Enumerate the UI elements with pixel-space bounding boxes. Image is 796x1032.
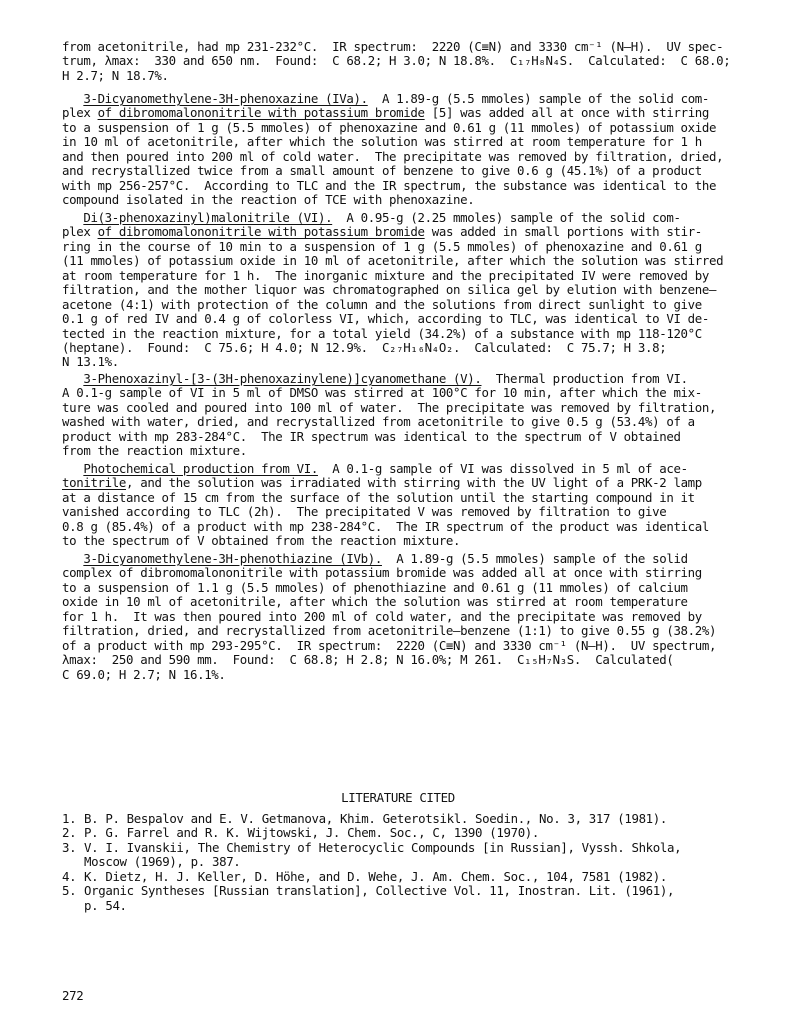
- text-line: [62, 444, 752, 458]
- line-text: at a distance of 15 cm from the surface of the solution until the starting compound in it: [62, 489, 695, 505]
- line-text: 0.8 g (85.4%) of a product with mp 238-284°C. The IR spectrum of the product was identical: [62, 518, 709, 534]
- text-line: [62, 283, 752, 297]
- text-line: [62, 254, 752, 268]
- text-line: [62, 179, 752, 193]
- indent: [62, 371, 83, 386]
- line-text: [5] was added all at once with stirring: [424, 105, 710, 121]
- text-line: [62, 639, 752, 653]
- indent: [62, 461, 83, 476]
- text-line: [62, 341, 752, 355]
- line-text: vanished according to TLC (2h). The precipitated V was removed by filtration to give: [62, 504, 667, 520]
- reference-item: [62, 884, 762, 913]
- line-text: for 1 h. It was then poured into 200 ml of cold water, and the precipitate was removed by: [62, 608, 702, 624]
- text-line: [62, 462, 752, 476]
- reference-line: P. G. Farrel and R. K. Wijtowski, J. Chem. Soc., C, 1390 (1970).: [84, 825, 540, 841]
- underlined-title: 3-Dicyanomethylene-3H-phenothiazine (IVb).: [83, 551, 382, 566]
- text-line: [62, 552, 752, 566]
- line-text: (heptane). Found: C 75.6; H 4.0; N 12.9%. C₂₇H₁₆N₄O₂. Calculated: C 75.7; H 3.8;: [62, 339, 667, 355]
- line-text: to the spectrum of V obtained from the reaction mixture.: [62, 533, 461, 549]
- line-text: to a suspension of 1.1 g (5.5 mmoles) of phenothiazine and 0.61 g (11 mmoles) of calcium: [62, 579, 688, 595]
- line-text: product with mp 283-284°C. The IR spectrum was identical to the spectrum of V obtained: [62, 428, 681, 444]
- line-text: A 0.95-g (2.25 mmoles) sample of the solid com-: [332, 210, 681, 225]
- line-text: was added in small portions with stir-: [424, 224, 702, 240]
- text-line: [62, 668, 752, 682]
- text-line: [62, 610, 752, 624]
- underlined-title: of dibromomalononitrile with potassium bromide: [97, 105, 425, 121]
- reference-line: B. P. Bespalov and E. V. Getmanova, Khim. Geterotsikl. Soedin., No. 3, 317 (1981).: [84, 811, 668, 826]
- text-line: [62, 40, 752, 54]
- text-line: [62, 505, 752, 519]
- text-line: [62, 225, 752, 239]
- line-prefix: plex: [62, 105, 98, 121]
- text-line: [62, 355, 752, 369]
- line-text: tected in the reaction mixture, for a total yield (34.2%) of a substance with mp 118-120°C: [62, 325, 702, 341]
- line-text: C 69.0; H 2.7; N 16.1%.: [62, 666, 226, 682]
- text-line: [62, 312, 752, 326]
- line-text: A 1.89-g (5.5 mmoles) sample of the solid com-: [367, 91, 710, 106]
- text-line: [62, 653, 752, 667]
- text-line: [62, 534, 752, 548]
- text-line: [62, 327, 752, 341]
- text-line: [62, 69, 752, 83]
- reference-text: [84, 841, 762, 870]
- reference-item: [62, 841, 762, 870]
- line-text: ring in the course of 10 min to a suspension of 1 g (5.5 mmoles) of phenoxazine and 0.61 g: [62, 238, 702, 254]
- reference-item: [62, 812, 762, 826]
- text-line: [62, 240, 752, 254]
- reference-line: p. 54.: [84, 897, 127, 913]
- line-text: A 1.89-g (5.5 mmoles) sample of the solid: [381, 551, 688, 566]
- text-line: [62, 54, 752, 68]
- reference-line: Organic Syntheses [Russian translation], Collective Vol. 11, Inostran. Lit. (1961),: [84, 883, 675, 899]
- underlined-title: tonitrile: [62, 475, 126, 491]
- reference-text: [84, 870, 762, 884]
- reference-text: [84, 884, 762, 913]
- line-text: at room temperature for 1 h. The inorganic mixture and the precipitated IV were removed by: [62, 267, 709, 283]
- line-prefix: plex: [62, 224, 98, 240]
- reference-number: 2.: [62, 825, 77, 841]
- reference-text: [84, 812, 762, 826]
- line-text: Thermal production from VI.: [481, 371, 688, 386]
- text-line: [62, 566, 752, 580]
- line-text: to a suspension of 1 g (5.5 mmoles) of phenoxazine and 0.61 g (11 mmoles) of potassium oxide: [62, 119, 717, 135]
- text-line: [62, 476, 752, 490]
- line-text: complex of dibromomalononitrile with potassium bromide was added all at once with stirring: [62, 565, 702, 581]
- line-text: , and the solution was irradiated with stirring with the UV light of a PRK-2 lamp: [126, 475, 702, 491]
- line-text: from acetonitrile, had mp 231-232°C. IR spectrum: 2220 (C≡N) and 3330 cm⁻¹ (N—H). UV spec-: [62, 39, 724, 54]
- text-line: [62, 386, 752, 400]
- text-line: [62, 92, 752, 106]
- line-text: N 13.1%.: [62, 354, 119, 370]
- text-line: [62, 211, 752, 225]
- reference-list: [62, 812, 762, 913]
- text-line: [62, 401, 752, 415]
- line-text: (11 mmoles) of potassium oxide in 10 ml of acetonitrile, after which the solution was stirred: [62, 253, 724, 269]
- text-line: [62, 520, 752, 534]
- line-text: acetone (4:1) with protection of the column and the solutions from direct sunlight to give: [62, 296, 702, 312]
- text-line: [62, 624, 752, 638]
- reference-number: 1.: [62, 811, 77, 826]
- text-line: [62, 150, 752, 164]
- reference-line: K. Dietz, H. J. Keller, D. Höhe, and D. Wehe, J. Am. Chem. Soc., 104, 7581 (1982).: [84, 868, 668, 884]
- reference-line: Moscow (1969), p. 387.: [84, 854, 241, 870]
- text-line: [62, 491, 752, 505]
- line-text: λmax: 250 and 590 mm. Found: C 68.8; H 2.8; N 16.0%; M 261. C₁₅H₇N₃S. Calculated(: [62, 652, 674, 668]
- line-text: and then poured into 200 ml of cold water. The precipitate was removed by filtration, dried,: [62, 148, 724, 164]
- text-line: [62, 269, 752, 283]
- line-text: ture was cooled and poured into 100 ml of water. The precipitate was removed by filtration,: [62, 399, 717, 415]
- underlined-title: Di(3-phenoxazinyl)malonitrile (VI).: [83, 210, 333, 225]
- line-text: A 0.1-g sample of VI was dissolved in 5 ml of ace-: [317, 461, 688, 476]
- reference-number: 5.: [62, 883, 77, 899]
- text-line: [62, 193, 752, 207]
- line-text: H 2.7; N 18.7%.: [62, 67, 169, 83]
- line-text: of a product with mp 293-295°C. IR spectrum: 2220 (C≡N) and 3330 cm⁻¹ (N—H). UV spectrum,: [62, 637, 717, 653]
- text-line: [62, 121, 752, 135]
- continuation-paragraph: [62, 40, 752, 83]
- line-text: and recrystallized twice from a small amount of benzene to give 0.6 g (45.1%) of a product: [62, 163, 702, 179]
- underlined-title: 3-Phenoxazinyl-[3-(3H-phenoxazinylene)]cyanomethane (V).: [83, 371, 482, 386]
- text-line: [62, 372, 752, 386]
- text-line: [62, 135, 752, 149]
- underlined-title: 3-Dicyanomethylene-3H-phenoxazine (IVa).: [83, 91, 368, 106]
- reference-text: [84, 826, 762, 840]
- line-text: from the reaction mixture.: [62, 443, 247, 459]
- reference-number: 3.: [62, 839, 77, 855]
- line-text: in 10 ml of acetonitrile, after which the solution was stirred at room temperature for 1 h: [62, 134, 702, 150]
- paragraph-v-thermal: [62, 372, 752, 459]
- paragraph-ivb: [62, 552, 752, 682]
- text-line: [62, 581, 752, 595]
- text-line: [62, 415, 752, 429]
- indent: [62, 551, 83, 566]
- line-text: filtration, dried, and recrystallized from acetonitrile—benzene (1:1) to give 0.55 g (38.2%): [62, 623, 717, 639]
- paragraph-v-photochemical: [62, 462, 752, 549]
- text-line: [62, 595, 752, 609]
- line-text: 0.1 g of red IV and 0.4 g of colorless VI, which, according to TLC, was identical to VI de-: [62, 311, 709, 327]
- line-text: washed with water, dried, and recrystallized from acetonitrile to give 0.5 g (53.4%) of a: [62, 414, 695, 430]
- page-number: 272: [62, 988, 84, 1003]
- text-line: [62, 164, 752, 178]
- line-text: A 0.1-g sample of VI in 5 ml of DMSO was stirred at 100°C for 10 min, after which the mix-: [62, 385, 702, 401]
- literature-cited-heading: LITERATURE CITED: [341, 790, 455, 805]
- paragraph-vi: [62, 211, 752, 370]
- line-text: trum, λmax: 330 and 650 nm. Found: C 68.2; H 3.0; N 18.8%. C₁₇H₈N₄S. Calculated: C 68.0;: [62, 53, 731, 69]
- reference-line: V. I. Ivanskii, The Chemistry of Heterocyclic Compounds [in Russian], Vyssh. Shkola,: [84, 839, 682, 855]
- text-line: [62, 298, 752, 312]
- paragraph-iva: [62, 92, 752, 208]
- line-text: filtration, and the mother liquor was chromatographed on silica gel by elution with benzene—: [62, 282, 717, 298]
- underlined-title: of dibromomalononitrile with potassium bromide: [97, 224, 425, 240]
- line-text: with mp 256-257°C. According to TLC and the IR spectrum, the substance was identical to the: [62, 177, 717, 193]
- line-text: compound isolated in the reaction of TCE with phenoxazine.: [62, 192, 475, 208]
- reference-number: 4.: [62, 868, 77, 884]
- underlined-title: Photochemical production from VI.: [83, 461, 318, 476]
- indent: [62, 91, 83, 106]
- text-line: [62, 106, 752, 120]
- line-text: oxide in 10 ml of acetonitrile, after which the solution was stirred at room temperature: [62, 594, 688, 610]
- reference-item: [62, 826, 762, 840]
- reference-item: [62, 870, 762, 884]
- text-line: [62, 430, 752, 444]
- indent: [62, 210, 83, 225]
